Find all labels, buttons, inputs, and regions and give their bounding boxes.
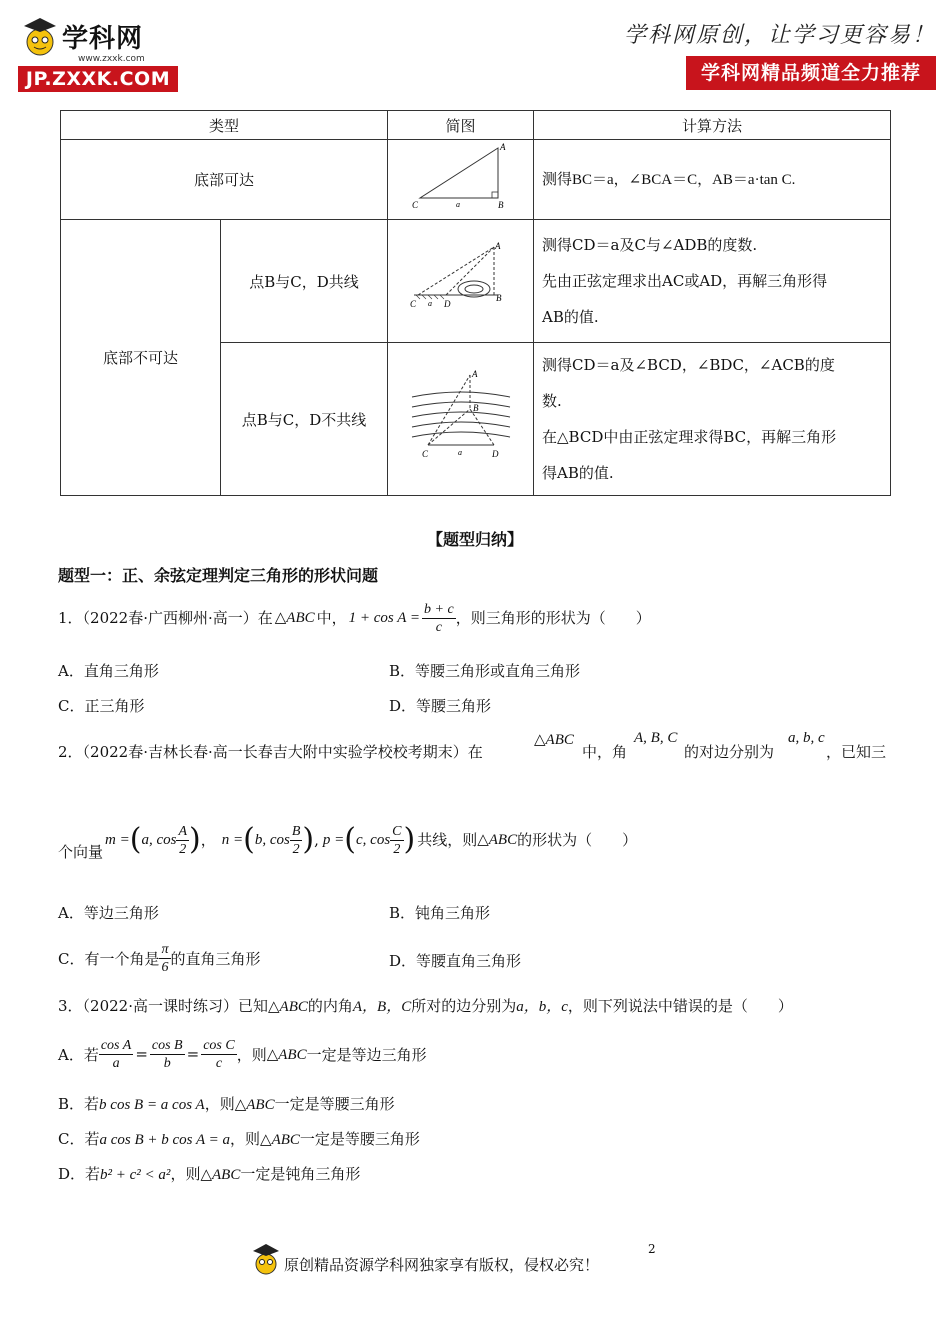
method-reachable: 测得BC＝a，∠BCA＝C，AB＝a·tan C. xyxy=(534,140,891,220)
subcategory-noncollinear: 点B与C，D不共线 xyxy=(221,343,388,496)
figure-noncollinear xyxy=(388,343,534,496)
svg-text:B: B xyxy=(472,403,479,413)
page-number: 2 xyxy=(648,1242,656,1256)
q1-option-c: C．正三角形 xyxy=(58,697,145,715)
svg-text:D: D xyxy=(491,449,499,459)
question-3: 3．（2022·高一课时练习）已知△ABC的内角A，B，C所对的边分别为a，b，c，则下列说法中错误的是（ ） xyxy=(58,997,793,1015)
question-1: 1．（2022春·广西柳州·高一）在 △ABC 中， 1 + cos A = $\frac{b + c}{c}$ ，则三角形的形状为（ ） xyxy=(58,601,651,635)
site-link[interactable]: JP.ZXXK.COM xyxy=(18,66,178,92)
logo xyxy=(18,14,183,94)
section-heading: 【题型归纳】 xyxy=(426,530,523,549)
brand-url: www.zxxk.com xyxy=(78,54,145,64)
method-noncollinear: 测得CD＝a及∠BCD，∠BDC，∠ACB的度 数. 在△BCD中由正弦定理求得BC，再解三角形 得AB的值. xyxy=(534,343,891,496)
measurement-table xyxy=(60,110,891,496)
header-method: 计算方法 xyxy=(534,111,891,140)
q3-option-a: A．若 $\frac{\text{cos A}}{a}$ = $\frac{\text{cos B}}{b}$ = $\frac{\text{cos C}}{c}$ ，则 △ABC 一定是等边三角形 xyxy=(58,1037,427,1071)
question-2-vectors: 个向量 m = ( a, cos $\frac{A}{2}$ ) ， n = ( b, cos $\frac{B}{2}$ ) , p = ( c, cos $\frac{C}{2}$ ) 共线，则 △ABC 的形状为（ ） xyxy=(58,822,638,861)
slogan: 学科网原创，让学习更容易！ xyxy=(623,23,936,48)
collinear-diagram xyxy=(406,239,516,319)
subcategory-collinear: 点B与C，D共线 xyxy=(221,220,388,343)
recommend-banner[interactable]: 学科网精品频道全力推荐 xyxy=(686,56,936,90)
svg-text:A: A xyxy=(494,241,501,251)
noncollinear-diagram xyxy=(406,367,516,467)
brand-name: 学科网 xyxy=(62,24,144,54)
category-unreachable: 底部不可达 xyxy=(61,220,221,496)
q1-option-a: A．直角三角形 xyxy=(58,662,159,680)
header-diagram: 简图 xyxy=(388,111,534,140)
footer xyxy=(250,1238,700,1288)
label-B: B xyxy=(497,199,504,210)
table-row xyxy=(61,140,891,220)
table-row xyxy=(61,220,891,343)
q1-option-d: D．等腰三角形 xyxy=(389,697,492,715)
q1-option-b: B．等腰三角形或直角三角形 xyxy=(389,662,581,680)
q2-option-a: A．等边三角形 xyxy=(58,904,159,922)
svg-text:C: C xyxy=(409,299,416,309)
figure-collinear xyxy=(388,220,534,343)
q1-fraction: $\frac{b + c}{c}$ xyxy=(424,601,454,635)
right-triangle-diagram xyxy=(406,142,516,214)
question-2: 2．（2022春·吉林长春·高一长春吉大附中实验学校校考期末）在 △ABC 中，角 A, B, C 的对边分别为 a, b, c ，已知三 xyxy=(58,730,887,761)
label-a: a xyxy=(455,199,460,209)
q2-option-d: D．等腰直角三角形 xyxy=(389,952,522,970)
header-type: 类型 xyxy=(61,111,388,140)
label-A: A xyxy=(499,141,506,152)
svg-text:A: A xyxy=(471,369,478,379)
q3-option-b: B．若b cos B = a cos A，则△ABC一定是等腰三角形 xyxy=(58,1095,395,1113)
svg-text:D: D xyxy=(443,299,451,309)
q2-option-c: C．有一个角是 $\frac{\pi}{6}$ 的直角三角形 xyxy=(58,941,261,975)
svg-text:B: B xyxy=(495,293,502,303)
mascot-icon xyxy=(250,1242,282,1278)
method-collinear: 测得CD＝a及C与∠ADB的度数. 先由正弦定理求出AC或AD，再解三角形得 AB的值. xyxy=(534,220,891,343)
svg-text:C: C xyxy=(421,449,428,459)
table-header-row xyxy=(61,111,891,140)
mascot-icon xyxy=(20,16,60,60)
category-reachable: 底部可达 xyxy=(61,140,388,220)
q2-option-b: B．钝角三角形 xyxy=(389,904,491,922)
svg-text:a: a xyxy=(457,448,462,457)
q3-option-c: C．若a cos B + b cos A = a，则△ABC一定是等腰三角形 xyxy=(58,1130,420,1148)
svg-text:a: a xyxy=(427,299,432,308)
figure-reachable xyxy=(388,140,534,220)
type-one-title: 题型一：正、余弦定理判定三角形的形状问题 xyxy=(58,566,379,585)
copyright-text: 原创精品资源学科网独家享有版权，侵权必究！ xyxy=(284,1256,600,1274)
label-C: C xyxy=(411,199,418,210)
q3-option-d: D．若b² + c² < a²，则△ABC一定是钝角三角形 xyxy=(58,1165,361,1183)
